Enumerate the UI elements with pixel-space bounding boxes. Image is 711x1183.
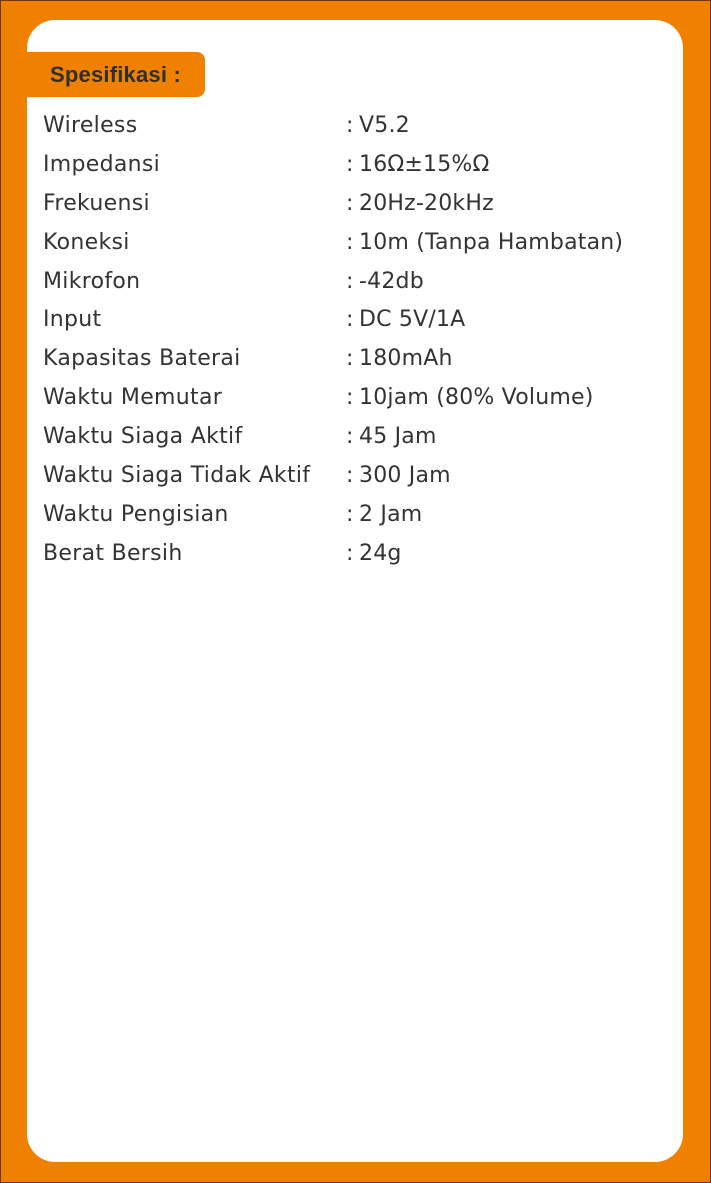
- spec-value: 10jam (80% Volume): [359, 385, 594, 411]
- spec-row-berat-bersih: [43, 534, 623, 573]
- spec-name: Input: [43, 307, 102, 333]
- spec-separator: :: [346, 540, 354, 566]
- spec-separator: :: [346, 346, 354, 372]
- spec-value: 10m (Tanpa Hambatan): [359, 229, 624, 255]
- spec-separator: :: [346, 462, 354, 488]
- spec-value: 45 Jam: [359, 424, 437, 450]
- spec-separator: :: [346, 229, 354, 255]
- spec-row-waktu-memutar: [43, 378, 623, 417]
- spec-name: Waktu Pengisian: [43, 501, 229, 527]
- spec-header-tag: [27, 52, 205, 97]
- spec-separator: :: [346, 112, 354, 138]
- spec-name: Mikrofon: [43, 268, 141, 294]
- spec-row-koneksi: [43, 223, 623, 262]
- spec-value: 2 Jam: [359, 501, 423, 527]
- spec-value: V5.2: [359, 112, 410, 138]
- spec-name: Koneksi: [43, 229, 130, 255]
- spec-row-waktu-siaga-tidak-aktif: [43, 456, 623, 495]
- spec-value: 300 Jam: [359, 462, 451, 488]
- spec-name: Waktu Siaga Aktif: [43, 424, 243, 450]
- spec-value: 20Hz-20kHz: [359, 190, 494, 216]
- spec-separator: :: [346, 190, 354, 216]
- spec-value: DC 5V/1A: [359, 307, 466, 333]
- spec-row-impedansi: [43, 145, 623, 184]
- spec-row-wireless: [43, 106, 623, 145]
- spec-separator: :: [346, 501, 354, 527]
- spec-separator: :: [346, 268, 354, 294]
- spec-row-waktu-siaga-aktif: [43, 417, 623, 456]
- spec-value: -42db: [359, 268, 424, 294]
- spec-name: Wireless: [43, 112, 138, 138]
- spec-name: Waktu Memutar: [43, 385, 223, 411]
- spec-separator: :: [346, 151, 354, 177]
- spec-row-kapasitas-baterai: [43, 339, 623, 378]
- spec-row-input: [43, 300, 623, 339]
- spec-separator: :: [346, 424, 354, 450]
- spec-value: 180mAh: [359, 346, 453, 372]
- spec-name: Berat Bersih: [43, 540, 183, 566]
- spec-name: Kapasitas Baterai: [43, 346, 241, 372]
- spec-value: 24g: [359, 540, 402, 566]
- spec-name: Waktu Siaga Tidak Aktif: [43, 462, 311, 488]
- spec-list: [43, 106, 623, 573]
- spec-row-frekuensi: [43, 184, 623, 223]
- spec-header-title: Spesifikasi :: [50, 61, 181, 87]
- spec-row-waktu-pengisian: [43, 495, 623, 534]
- spec-name: Frekuensi: [43, 190, 150, 216]
- spec-row-mikrofon: [43, 262, 623, 301]
- spec-separator: :: [346, 385, 354, 411]
- spec-name: Impedansi: [43, 151, 161, 177]
- spec-value: 16Ω±15%Ω: [359, 151, 490, 177]
- spec-separator: :: [346, 307, 354, 333]
